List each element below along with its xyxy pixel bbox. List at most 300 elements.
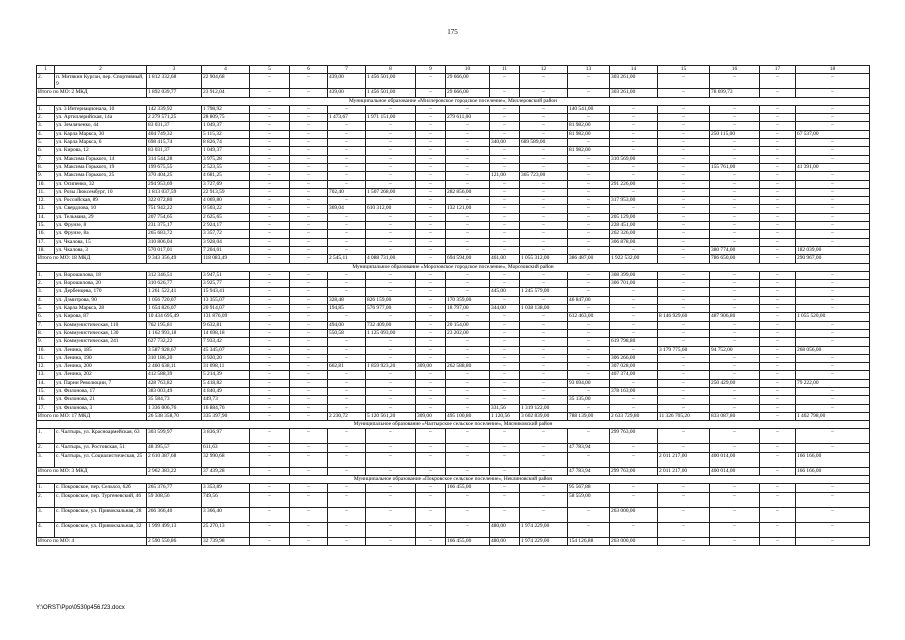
row-number-cell: 4. — [37, 130, 55, 138]
table-cell: – — [366, 147, 416, 155]
table-cell: – — [446, 492, 490, 507]
table-cell: – — [250, 412, 290, 420]
table-cell: 2 279 571,25 — [147, 114, 202, 122]
table-cell: – — [520, 387, 568, 395]
table-cell: 46 847,00 — [568, 296, 610, 304]
table-cell: – — [760, 213, 796, 221]
table-cell: 3 928,04 — [202, 238, 250, 246]
table-cell: – — [250, 338, 290, 346]
table-cell: – — [658, 197, 710, 205]
table-row — [37, 230, 870, 238]
table-cell: – — [568, 155, 610, 163]
table-cell: – — [328, 507, 366, 522]
table-cell: 170 359,00 — [446, 296, 490, 304]
table-cell: – — [328, 354, 366, 362]
table-cell: – — [760, 271, 796, 279]
table-cell: – — [250, 429, 290, 444]
table-cell: – — [520, 222, 568, 230]
table-cell: – — [658, 396, 710, 404]
table-cell: – — [796, 363, 870, 371]
table-cell: – — [610, 404, 658, 412]
table-cell: – — [490, 105, 520, 113]
table-cell: – — [568, 354, 610, 362]
column-number-cell: 13 — [568, 66, 610, 74]
table-cell: – — [520, 155, 568, 163]
table-cell: – — [760, 404, 796, 412]
table-cell: 1 892 039,77 — [147, 89, 202, 97]
table-cell: – — [796, 522, 870, 537]
table-cell: – — [760, 222, 796, 230]
table-cell: – — [760, 305, 796, 313]
table-cell: 3 836,97 — [202, 429, 250, 444]
table-cell: – — [250, 246, 290, 254]
table-cell: – — [490, 271, 520, 279]
table-cell: – — [490, 197, 520, 205]
table-row — [37, 346, 870, 354]
table-cell: – — [710, 205, 760, 213]
table-cell: 20 914,07 — [202, 305, 250, 313]
table-cell: 265 683,72 — [147, 230, 202, 238]
table-cell: – — [290, 147, 328, 155]
table-row — [37, 522, 870, 537]
table-cell: – — [796, 429, 870, 444]
address-cell: ул. Коммунистическая, 110 — [55, 321, 147, 329]
table-cell: 2 590 550,86 — [147, 537, 202, 545]
table-cell: – — [250, 467, 290, 475]
table-cell: – — [446, 429, 490, 444]
address-cell: ул. Ворошилова, 20 — [55, 280, 147, 288]
table-cell: – — [658, 296, 710, 304]
table-cell: 58 559,00 — [568, 492, 610, 507]
table-cell: 81 982,00 — [568, 147, 610, 155]
table-cell: – — [328, 452, 366, 467]
table-row — [37, 404, 870, 412]
row-number-cell: 6. — [37, 313, 55, 321]
table-cell: 79 222,00 — [796, 379, 870, 387]
table-cell: – — [416, 354, 446, 362]
table-cell: – — [568, 246, 610, 254]
table-cell: – — [250, 163, 290, 171]
table-cell: – — [250, 444, 290, 452]
table-cell: 83 031,37 — [147, 122, 202, 130]
table-cell: 2 545,11 — [328, 255, 366, 263]
table-cell: 369,04 — [328, 205, 366, 213]
table-body — [37, 66, 870, 546]
table-cell: – — [250, 452, 290, 467]
table-row — [37, 280, 870, 288]
table-cell: – — [796, 338, 870, 346]
table-row — [37, 130, 870, 138]
table-row — [37, 507, 870, 522]
table-cell: 344,00 — [490, 305, 520, 313]
table-cell: 182 039,00 — [796, 246, 870, 254]
table-cell: 310 186,20 — [147, 354, 202, 362]
table-cell: 142 339,92 — [147, 105, 202, 113]
table-cell: 154 126,88 — [568, 537, 610, 545]
table-cell: 2 011 217,00 — [658, 452, 710, 467]
table-cell: 612 463,00 — [568, 313, 610, 321]
table-cell: – — [658, 354, 710, 362]
table-cell: 7 933,42 — [202, 338, 250, 346]
table-cell: 1 049,37 — [202, 147, 250, 155]
table-cell: 3 179 775,60 — [658, 346, 710, 354]
table-cell: 9 632,81 — [202, 321, 250, 329]
table-cell: 25 270,13 — [202, 522, 250, 537]
table-cell: 2 610 387,68 — [147, 452, 202, 467]
table-cell: – — [568, 180, 610, 188]
table-cell: – — [658, 305, 710, 313]
address-cell: ул. Чкалова, 3 — [55, 246, 147, 254]
table-cell: – — [610, 114, 658, 122]
table-cell: 94 752,00 — [710, 346, 760, 354]
column-number-cell: 1 — [37, 66, 55, 74]
address-cell: ул. Земляченко, 44 — [55, 122, 147, 130]
table-cell: – — [710, 338, 760, 346]
table-cell: 14 698,18 — [202, 329, 250, 337]
table-cell: – — [568, 452, 610, 467]
table-cell: 155 761,00 — [710, 163, 760, 171]
table-cell: 294 953,69 — [147, 180, 202, 188]
address-cell: с. Покровское, ул. Привокзальная, 28 — [55, 507, 147, 522]
table-cell: 118 083,49 — [202, 255, 250, 263]
table-cell: 78 699,73 — [710, 89, 760, 97]
column-number-cell: 12 — [520, 66, 568, 74]
table-cell: – — [610, 205, 658, 213]
table-cell: – — [290, 507, 328, 522]
table-cell: 4 681,25 — [202, 172, 250, 180]
table-cell: – — [366, 163, 416, 171]
table-row — [37, 222, 870, 230]
address-cell: с. Покровское, ул. Привокзальная, 32 — [55, 522, 147, 537]
table-cell: – — [610, 484, 658, 492]
table-cell: – — [446, 396, 490, 404]
table-cell: – — [520, 271, 568, 279]
table-cell: 7 204,01 — [202, 246, 250, 254]
table-row — [37, 444, 870, 452]
table-cell: 310 806,04 — [147, 238, 202, 246]
table-cell: – — [610, 444, 658, 452]
table-cell: – — [416, 280, 446, 288]
row-number-cell: 2. — [37, 280, 55, 288]
table-cell: 299 763,00 — [610, 467, 658, 475]
table-cell: – — [416, 188, 446, 196]
table-cell: 1 261 522,41 — [147, 288, 202, 296]
table-cell: – — [250, 139, 290, 147]
section-title: Муниципальное образование «Покровское сельское поселение», Неклиновский район — [37, 476, 870, 484]
table-cell: 1 245 579,00 — [520, 288, 568, 296]
table-cell: – — [446, 230, 490, 238]
address-cell: ул. 3 Интернационала, 10 — [55, 105, 147, 113]
table-cell: – — [490, 379, 520, 387]
table-cell: – — [490, 321, 520, 329]
table-cell: 1 125 093,00 — [366, 329, 416, 337]
table-cell: – — [416, 230, 446, 238]
table-cell: – — [760, 371, 796, 379]
table-cell: 331,56 — [490, 404, 520, 412]
table-cell: – — [328, 105, 366, 113]
table-cell: – — [710, 180, 760, 188]
table-cell: – — [328, 238, 366, 246]
table-cell: – — [366, 396, 416, 404]
table-cell: – — [416, 163, 446, 171]
table-cell: – — [366, 346, 416, 354]
row-number-cell: 5. — [37, 139, 55, 147]
table-cell: – — [446, 222, 490, 230]
table-row — [37, 371, 870, 379]
table-row — [37, 147, 870, 155]
table-cell: 23 202,00 — [446, 329, 490, 337]
table-cell: – — [796, 288, 870, 296]
table-cell: 29 666,00 — [446, 74, 490, 89]
table-cell: 702,40 — [328, 188, 366, 196]
table-cell: – — [328, 492, 366, 507]
table-cell: 23 912,04 — [202, 89, 250, 97]
table-cell: 205 129,00 — [610, 213, 658, 221]
table-row — [37, 354, 870, 362]
table-cell: – — [446, 346, 490, 354]
table-cell: – — [710, 387, 760, 395]
table-cell: – — [366, 180, 416, 188]
table-cell: – — [520, 396, 568, 404]
table-cell: – — [328, 163, 366, 171]
table-cell: – — [250, 222, 290, 230]
table-cell: 81 982,00 — [568, 122, 610, 130]
table-cell: – — [446, 444, 490, 452]
repair-program-table — [36, 65, 870, 546]
table-cell: 400 014,00 — [710, 467, 760, 475]
table-cell: – — [290, 412, 328, 420]
address-cell: ул. Фрунзе, 8а — [55, 230, 147, 238]
row-number-cell: 8. — [37, 329, 55, 337]
address-cell: ул. Карла Маркса, 6 — [55, 139, 147, 147]
table-row — [37, 492, 870, 507]
row-number-cell: 1. — [37, 105, 55, 113]
table-cell: 412 588,39 — [147, 371, 202, 379]
table-cell: – — [658, 188, 710, 196]
table-cell: – — [366, 338, 416, 346]
table-cell: – — [490, 484, 520, 492]
table-cell: – — [328, 213, 366, 221]
table-row — [37, 321, 870, 329]
address-cell: ул. Карла Маркса, 30 — [55, 130, 147, 138]
table-cell: – — [760, 537, 796, 545]
table-cell: – — [290, 188, 328, 196]
table-cell: – — [446, 172, 490, 180]
table-cell: – — [250, 321, 290, 329]
table-cell: – — [490, 238, 520, 246]
address-cell: ул. Дзмитрова, 90 — [55, 296, 147, 304]
table-cell: – — [760, 172, 796, 180]
table-cell: 199 675,55 — [147, 163, 202, 171]
table-cell: – — [290, 172, 328, 180]
address-cell: ул. Ленина, 185 — [55, 346, 147, 354]
table-cell: – — [446, 280, 490, 288]
table-cell: – — [710, 537, 760, 545]
table-cell: – — [416, 321, 446, 329]
table-cell: – — [658, 122, 710, 130]
table-cell: – — [658, 163, 710, 171]
table-cell: – — [250, 280, 290, 288]
table-cell: – — [710, 271, 760, 279]
table-cell: – — [416, 288, 446, 296]
table-cell: – — [520, 492, 568, 507]
table-cell: – — [290, 522, 328, 537]
table-cell: – — [250, 155, 290, 163]
table-cell: 3 602 839,00 — [520, 412, 568, 420]
table-cell: – — [290, 484, 328, 492]
table-cell: – — [328, 230, 366, 238]
table-cell: 2 523,55 — [202, 163, 250, 171]
table-cell: – — [796, 213, 870, 221]
table-cell: 328,48 — [328, 296, 366, 304]
address-cell: ул. Коммунистическая, 241 — [55, 338, 147, 346]
row-number-cell: 1. — [37, 484, 55, 492]
table-cell: – — [760, 396, 796, 404]
table-cell: 749,56 — [202, 492, 250, 507]
table-cell: 11 326 705,20 — [658, 412, 710, 420]
table-cell: – — [490, 346, 520, 354]
table-cell: 2 625,65 — [202, 213, 250, 221]
address-cell: с. Покровское, пер. Тургеневский, 46 — [55, 492, 147, 507]
table-cell: – — [658, 130, 710, 138]
table-cell: 1 974 229,00 — [520, 522, 568, 537]
table-cell: – — [760, 197, 796, 205]
address-cell: с. Чалтырь, ул. Социалистическая, 25 — [55, 452, 147, 467]
table-cell: – — [520, 213, 568, 221]
table-cell: – — [416, 213, 446, 221]
table-cell: 1 456 501,00 — [366, 89, 416, 97]
table-cell: – — [658, 114, 710, 122]
table-cell: 1 859 923,20 — [366, 363, 416, 371]
table-cell: – — [366, 288, 416, 296]
table-cell: 314 544,28 — [147, 155, 202, 163]
table-cell: – — [416, 467, 446, 475]
table-cell: – — [796, 230, 870, 238]
table-cell: – — [416, 130, 446, 138]
total-row — [37, 255, 870, 263]
table-cell: 16 884,76 — [202, 404, 250, 412]
column-number-cell: 8 — [366, 66, 416, 74]
municipality-section-row — [37, 476, 870, 484]
table-cell: – — [416, 271, 446, 279]
table-cell: – — [250, 363, 290, 371]
table-cell: 1 456 501,00 — [366, 74, 416, 89]
table-cell: 306 266,00 — [610, 354, 658, 362]
table-cell: 1 974 229,00 — [520, 537, 568, 545]
address-cell: ул. Фрунзе, 8 — [55, 222, 147, 230]
table-cell: – — [446, 404, 490, 412]
table-cell: – — [290, 246, 328, 254]
table-cell: 5 214,39 — [202, 371, 250, 379]
table-cell: – — [568, 280, 610, 288]
table-cell: – — [250, 396, 290, 404]
table-cell: – — [250, 288, 290, 296]
row-number-cell: 8. — [37, 163, 55, 171]
table-cell: – — [760, 387, 796, 395]
address-cell: ул. Коммунистическая, 130 — [55, 329, 147, 337]
table-cell: – — [490, 89, 520, 97]
table-cell: – — [796, 321, 870, 329]
table-cell: 303 261,00 — [610, 74, 658, 89]
total-row — [37, 412, 870, 420]
table-row — [37, 205, 870, 213]
table-cell: – — [366, 429, 416, 444]
table-cell: – — [416, 371, 446, 379]
column-number-cell: 18 — [796, 66, 870, 74]
table-cell: – — [568, 205, 610, 213]
table-cell: 290 967,00 — [796, 255, 870, 263]
table-cell: – — [416, 246, 446, 254]
table-cell: 303 599,97 — [147, 429, 202, 444]
table-cell: – — [658, 484, 710, 492]
table-cell: – — [416, 387, 446, 395]
table-cell: – — [416, 522, 446, 537]
table-cell: – — [446, 105, 490, 113]
table-cell: 303 261,00 — [610, 89, 658, 97]
table-cell: – — [760, 89, 796, 97]
table-cell: 291 226,00 — [610, 180, 658, 188]
row-number-cell: 12. — [37, 363, 55, 371]
section-title: Муниципальное образование «Чалтырское сельское поселение», Мясниковский район — [37, 421, 870, 429]
table-cell: 3 920,20 — [202, 354, 250, 362]
table-cell: – — [520, 363, 568, 371]
table-cell: – — [250, 114, 290, 122]
table-cell: – — [568, 172, 610, 180]
table-cell: – — [710, 404, 760, 412]
table-cell: – — [796, 89, 870, 97]
address-cell: ул. Ленина, 200 — [55, 363, 147, 371]
table-cell: – — [760, 130, 796, 138]
table-cell: – — [520, 147, 568, 155]
table-cell: 35 135,00 — [568, 396, 610, 404]
table-cell: – — [250, 305, 290, 313]
table-cell: 370 404,25 — [147, 172, 202, 180]
table-cell: 32 990,68 — [202, 452, 250, 467]
table-cell: – — [610, 492, 658, 507]
table-cell: – — [490, 280, 520, 288]
table-cell: – — [760, 255, 796, 263]
table-cell: – — [490, 429, 520, 444]
table-cell: – — [250, 205, 290, 213]
table-cell: – — [366, 280, 416, 288]
table-cell: – — [520, 130, 568, 138]
table-cell: – — [416, 147, 446, 155]
table-cell: – — [658, 246, 710, 254]
address-cell: с. Чалтырь, ул. Ростовская, 51 — [55, 444, 147, 452]
table-cell: – — [568, 404, 610, 412]
column-number-cell: 10 — [446, 66, 490, 74]
table-cell: – — [490, 246, 520, 254]
table-cell: – — [490, 180, 520, 188]
table-cell: 310 626,77 — [147, 280, 202, 288]
table-cell: – — [610, 522, 658, 537]
table-cell: – — [290, 213, 328, 221]
table-cell: – — [290, 296, 328, 304]
table-cell: 47 783,94 — [568, 444, 610, 452]
table-cell: – — [416, 255, 446, 263]
row-number-cell: 14. — [37, 379, 55, 387]
table-row — [37, 139, 870, 147]
table-cell: – — [290, 163, 328, 171]
table-cell: – — [658, 387, 710, 395]
table-cell: 576 977,00 — [366, 305, 416, 313]
table-cell: – — [760, 205, 796, 213]
table-cell: – — [796, 396, 870, 404]
table-cell: – — [610, 147, 658, 155]
table-cell: – — [610, 321, 658, 329]
table-cell: – — [760, 354, 796, 362]
table-cell: 694 594,00 — [446, 255, 490, 263]
